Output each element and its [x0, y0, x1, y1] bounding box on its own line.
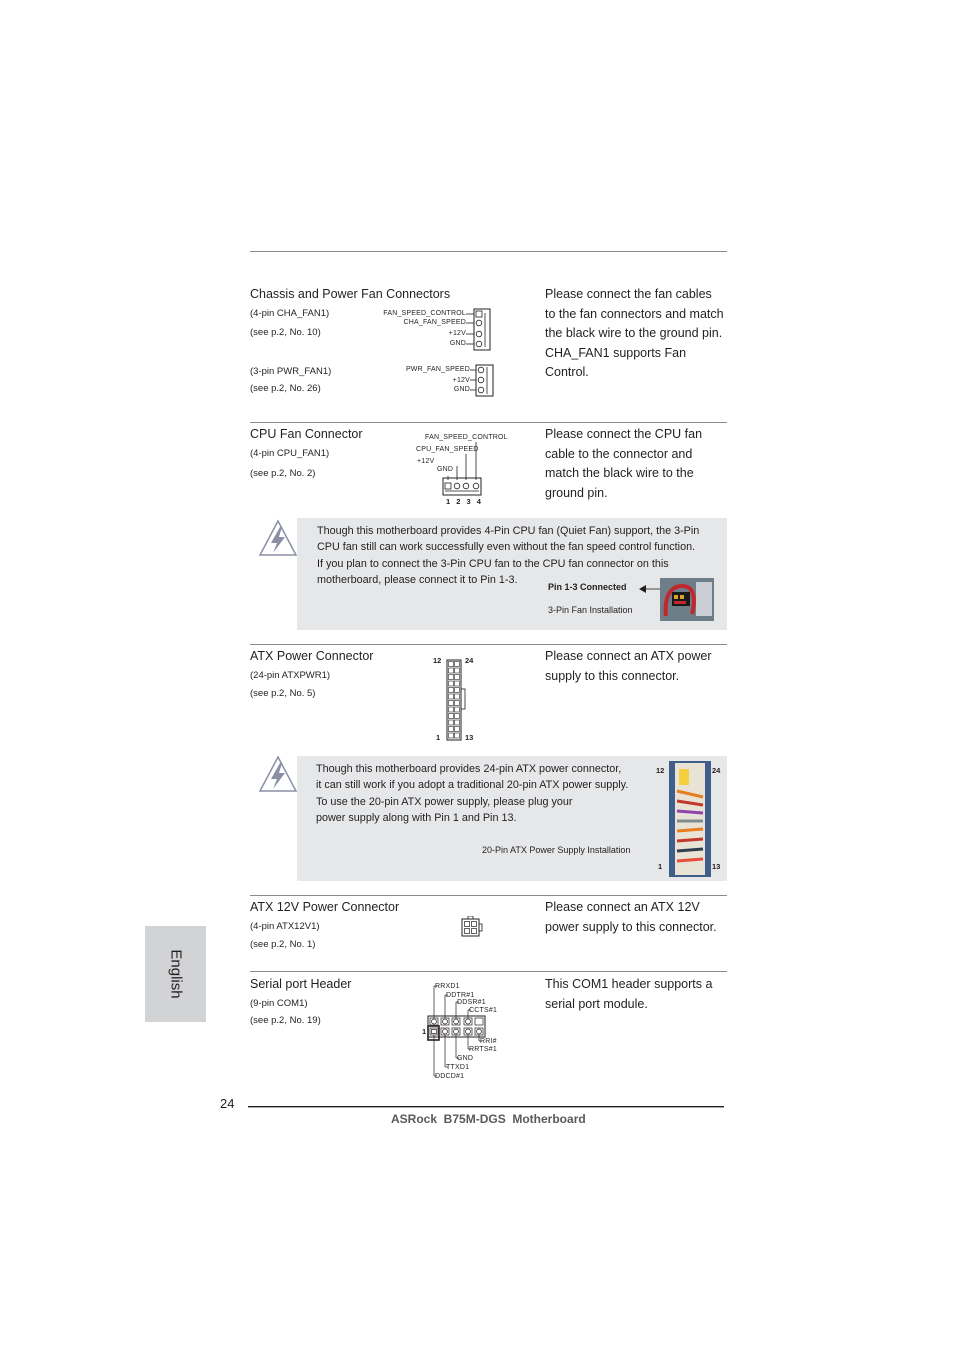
section-divider	[250, 644, 727, 645]
connector-4pin-icon	[466, 307, 496, 353]
footer-rule-shadow	[248, 1107, 724, 1108]
desc-line: Control.	[545, 365, 589, 379]
pin-label: RRXD1	[435, 983, 460, 990]
serial-port-title: Serial port Header	[250, 977, 352, 991]
pin-label: GND	[437, 466, 454, 473]
pin-label: DDCD#1	[435, 1073, 465, 1080]
cpu-fan-title: CPU Fan Connector	[250, 427, 363, 441]
section-divider	[250, 971, 727, 972]
cha-fan-pin-diagram	[370, 307, 500, 353]
pin-number: 12	[656, 766, 665, 775]
pin-label: FAN_SPEED_CONTROL	[425, 434, 508, 441]
cpu-fan-reference: (see p.2, No. 2)	[250, 468, 316, 479]
desc-line: This COM1 header supports a	[545, 977, 713, 991]
section-divider	[250, 422, 727, 423]
pin-label: DDTR#1	[446, 992, 475, 999]
desc-line: Please connect the fan cables	[545, 287, 712, 301]
desc-line: cable to the connector and	[545, 446, 693, 461]
pin-label: PWR_FAN_SPEED	[405, 366, 470, 373]
note-line: power supply along with Pin 1 and Pin 13.	[316, 811, 517, 824]
pwr-fan-reference: (see p.2, No. 26)	[250, 383, 321, 394]
serial-port-reference: (see p.2, No. 19)	[250, 1015, 321, 1026]
pin-number: 24	[712, 766, 721, 775]
chassis-fan-title: Chassis and Power Fan Connectors	[250, 287, 451, 301]
desc-line: CHA_FAN1 supports Fan	[545, 345, 687, 360]
pin-label: TTXD1	[446, 1064, 470, 1071]
pin-label: +12V	[417, 458, 435, 465]
pin-label: +12V	[448, 330, 466, 337]
pin-number: 1	[436, 733, 441, 742]
atx-power-note-text	[316, 761, 656, 826]
pwr-fan-subtitle: (3-pin PWR_FAN1)	[250, 366, 332, 377]
note-line: Though this motherboard provides 4-Pin CPU fan (Quiet Fan) support, the 3-Pin	[317, 525, 700, 537]
fan-installation-caption: 3-Pin Fan Installation	[548, 605, 633, 615]
pin-label: CPU_FAN_SPEED	[416, 446, 479, 453]
atx-power-reference: (see p.2, No. 5)	[250, 688, 316, 699]
fan-installation-photo	[660, 578, 714, 621]
note-line: Though this motherboard provides 24-pin ATX power connector,	[316, 763, 622, 775]
arrow-left-icon	[639, 584, 661, 594]
atx-power-subtitle: (24-pin ATXPWR1)	[250, 670, 331, 681]
top-rule	[250, 251, 727, 252]
desc-line: Please connect the CPU fan	[545, 427, 703, 441]
atx12v-reference: (see p.2, No. 1)	[250, 939, 316, 950]
atx-installation-caption: 20-Pin ATX Power Supply Installation	[482, 845, 631, 855]
pin-number: 13	[712, 862, 721, 871]
desc-line: the black wire to the ground pin.	[545, 326, 723, 340]
atx-installation-photo	[669, 761, 711, 877]
pin-label: GND	[457, 1055, 474, 1062]
serial-header-diagram	[420, 980, 510, 1082]
serial-port-subtitle: (9-pin COM1)	[250, 998, 308, 1009]
desc-line: Please connect an ATX power	[545, 649, 712, 663]
footer-product: ASRock B75M-DGS Motherboard	[391, 1112, 586, 1126]
note-line: CPU fan still can work successfully even without the fan speed control function.	[317, 541, 696, 554]
note-line: it can still work if you adopt a traditional 20-pin ATX power supply.	[316, 779, 629, 792]
desc-line: supply to this connector.	[545, 668, 680, 683]
warning-icon	[258, 519, 298, 557]
atx-power-note	[297, 756, 727, 881]
atx-24pin-diagram	[430, 654, 480, 746]
cpu-fan-description	[545, 425, 730, 503]
pin-number: 13	[465, 733, 474, 742]
note-line: motherboard, please connect it to Pin 1-3.	[317, 573, 518, 586]
pin-label: GND	[449, 340, 466, 347]
chassis-fan-subtitle: (4-pin CHA_FAN1)	[250, 308, 330, 319]
cpu-fan-connector-icon	[440, 440, 490, 498]
cpu-fan-pin-diagram	[410, 432, 510, 508]
atx12v-description	[545, 898, 735, 937]
pin-label: RRI#	[480, 1038, 497, 1045]
note-line: If you plan to connect the 3-Pin CPU fan to the CPU fan connector on this	[317, 557, 669, 570]
section-divider	[250, 895, 727, 896]
pin-label: CCTS#1	[469, 1007, 498, 1014]
cpu-fan-subtitle: (4-pin CPU_FAN1)	[250, 448, 330, 459]
language-tab-label: English	[167, 949, 184, 999]
desc-line: serial port module.	[545, 996, 648, 1011]
chassis-fan-description	[545, 285, 735, 383]
chassis-fan-reference: (see p.2, No. 10)	[250, 327, 321, 338]
serial-port-description	[545, 975, 730, 1014]
serial-header-connector-icon	[420, 980, 510, 1082]
pin-numbers: 1 2 3 4	[446, 497, 483, 506]
atx12v-connector-icon	[461, 916, 483, 938]
page-number: 24	[220, 1096, 235, 1111]
pin-label: RRTS#1	[469, 1046, 497, 1053]
desc-line: Please connect an ATX 12V	[545, 900, 700, 914]
pin-label: FAN_SPEED_CONTROL	[383, 310, 466, 317]
language-tab	[145, 926, 206, 1022]
pin-number: 24	[465, 656, 474, 665]
desc-line: match the black wire to the	[545, 466, 694, 480]
pin-label: CHA_FAN_SPEED	[403, 319, 466, 326]
pin-label: +12V	[452, 377, 470, 384]
connector-3pin-icon	[470, 364, 496, 398]
atx12v-title: ATX 12V Power Connector	[250, 900, 400, 914]
note-line: To use the 20-pin ATX power supply, please plug your	[316, 795, 573, 808]
pin-number: 1	[422, 1027, 427, 1036]
atx-power-description	[545, 647, 730, 686]
desc-line: power supply to this connector.	[545, 919, 717, 934]
pin-label: GND	[453, 386, 470, 393]
atx-24pin-connector-icon	[446, 659, 468, 741]
pin-connected-label: Pin 1-3 Connected	[548, 582, 627, 592]
warning-icon	[258, 755, 298, 793]
atx-power-title: ATX Power Connector	[250, 649, 374, 663]
desc-line: ground pin.	[545, 485, 608, 500]
desc-line: to the fan connectors and match	[545, 306, 724, 321]
atx12v-subtitle: (4-pin ATX12V1)	[250, 921, 320, 932]
pwr-fan-pin-diagram	[370, 364, 500, 400]
pin-label: DDSR#1	[457, 999, 486, 1006]
pin-number: 1	[658, 862, 663, 871]
pin-number: 12	[433, 656, 442, 665]
cpu-fan-note	[297, 518, 727, 630]
